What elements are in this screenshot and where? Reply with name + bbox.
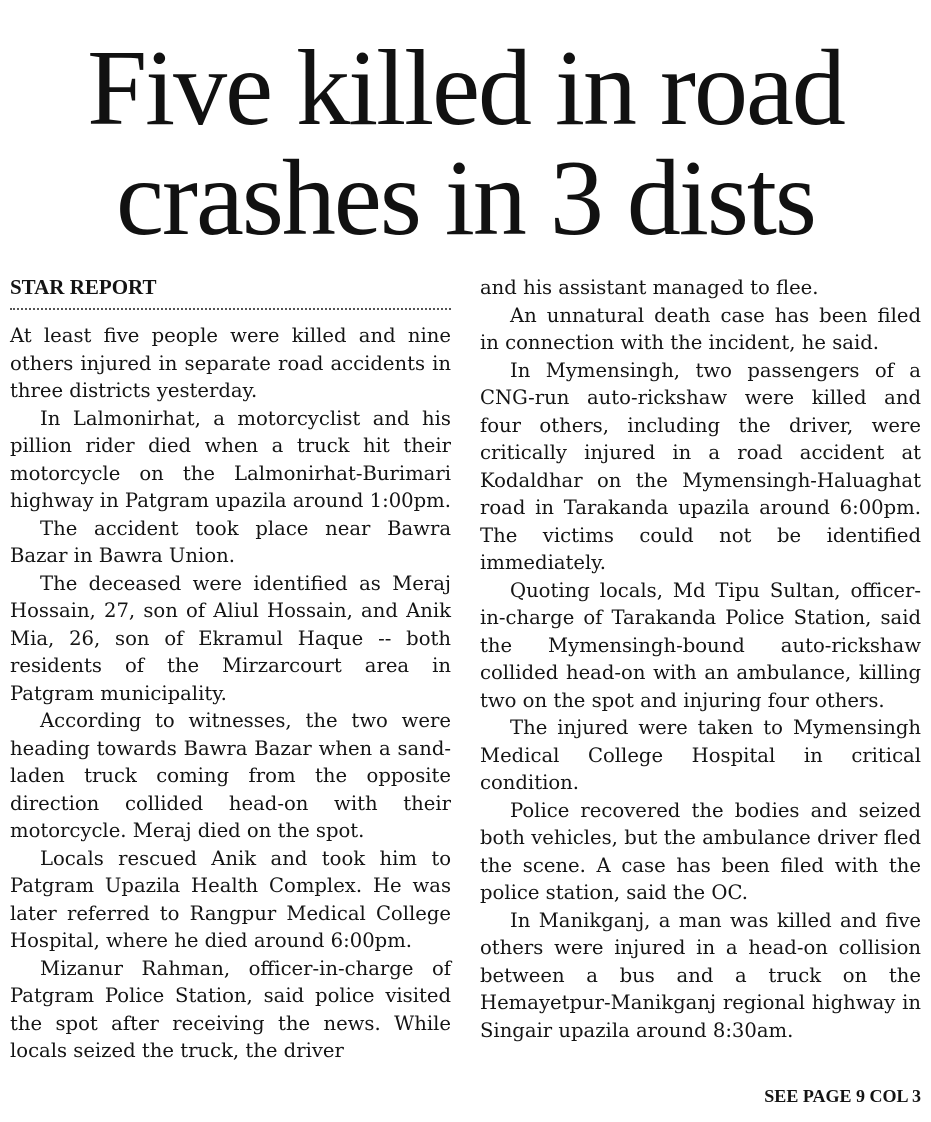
article-paragraph: In Mymensingh, two passengers of a CNG-run auto-rickshaw were killed and four others, including the driver, were critically injured in a road accident at Kodaldhar on the Mymensingh-Haluaghat road in Tarakanda upazila around 6:00pm. The victims could not be identified immediately. <box>480 358 921 574</box>
article-paragraph: An unnatural death case has been filed in connection with the incident, he said. <box>480 303 921 354</box>
article-column-left <box>10 274 451 1065</box>
article-paragraph: The injured were taken to Mymensingh Medical College Hospital in critical condition. <box>480 716 921 794</box>
article-paragraph: Locals rescued Anik and took him to Patgram Upazila Health Complex. He was later referred to Rangpur Medical College Hospital, where he died around 6:00pm. <box>10 846 451 952</box>
article-paragraph: The accident took place near Bawra Bazar in Bawra Union. <box>10 516 451 567</box>
headline: Five killed in road crashes in 3 dists <box>87 29 844 258</box>
article-paragraph: Police recovered the bodies and seized both vehicles, but the ambulance driver fled the scene. A case has been filed with the police station, said the OC. <box>480 798 921 904</box>
article-paragraph: The deceased were identified as Meraj Hossain, 27, son of Aliul Hossain, and Anik Mia, 26, son of Ekramul Haque -- both residents of the Mirzarcourt area in Patgram municipality. <box>10 571 451 705</box>
article-paragraph: According to witnesses, the two were heading towards Bawra Bazar when a sand-laden truck coming from the opposite direction collided head-on with their motorcycle. Meraj died on the spot. <box>10 709 451 842</box>
article-paragraph: At least five people were killed and nine others injured in separate road accidents in three districts yesterday. <box>10 324 451 402</box>
article-column-right <box>480 274 921 1044</box>
article-paragraph: and his assistant managed to flee. <box>480 276 819 299</box>
article-paragraph: In Manikganj, a man was killed and five others were injured in a head-on collision between a bus and a truck on the Hemayetpur-Manikganj regional highway in Singair upazila around 8:30am. <box>480 908 921 1042</box>
jump-line: SEE PAGE 9 COL 3 <box>764 1086 921 1106</box>
article-paragraph: Mizanur Rahman, officer-in-charge of Patgram Police Station, said police visited the spot after receiving the news. While locals seized the truck, the driver <box>10 956 451 1062</box>
byline: STAR REPORT <box>10 274 451 310</box>
article-paragraph: In Lalmonirhat, a motorcyclist and his pillion rider died when a truck hit their motorcycle on the Lalmonirhat-Burimari highway in Patgram upazila around 1:00pm. <box>10 406 451 512</box>
article-paragraph: Quoting locals, Md Tipu Sultan, officer-in-charge of Tarakanda Police Station, said the Mymensingh-bound auto-rickshaw collided head-on with an ambulance, killing two on the spot and injuring four others. <box>480 578 921 712</box>
